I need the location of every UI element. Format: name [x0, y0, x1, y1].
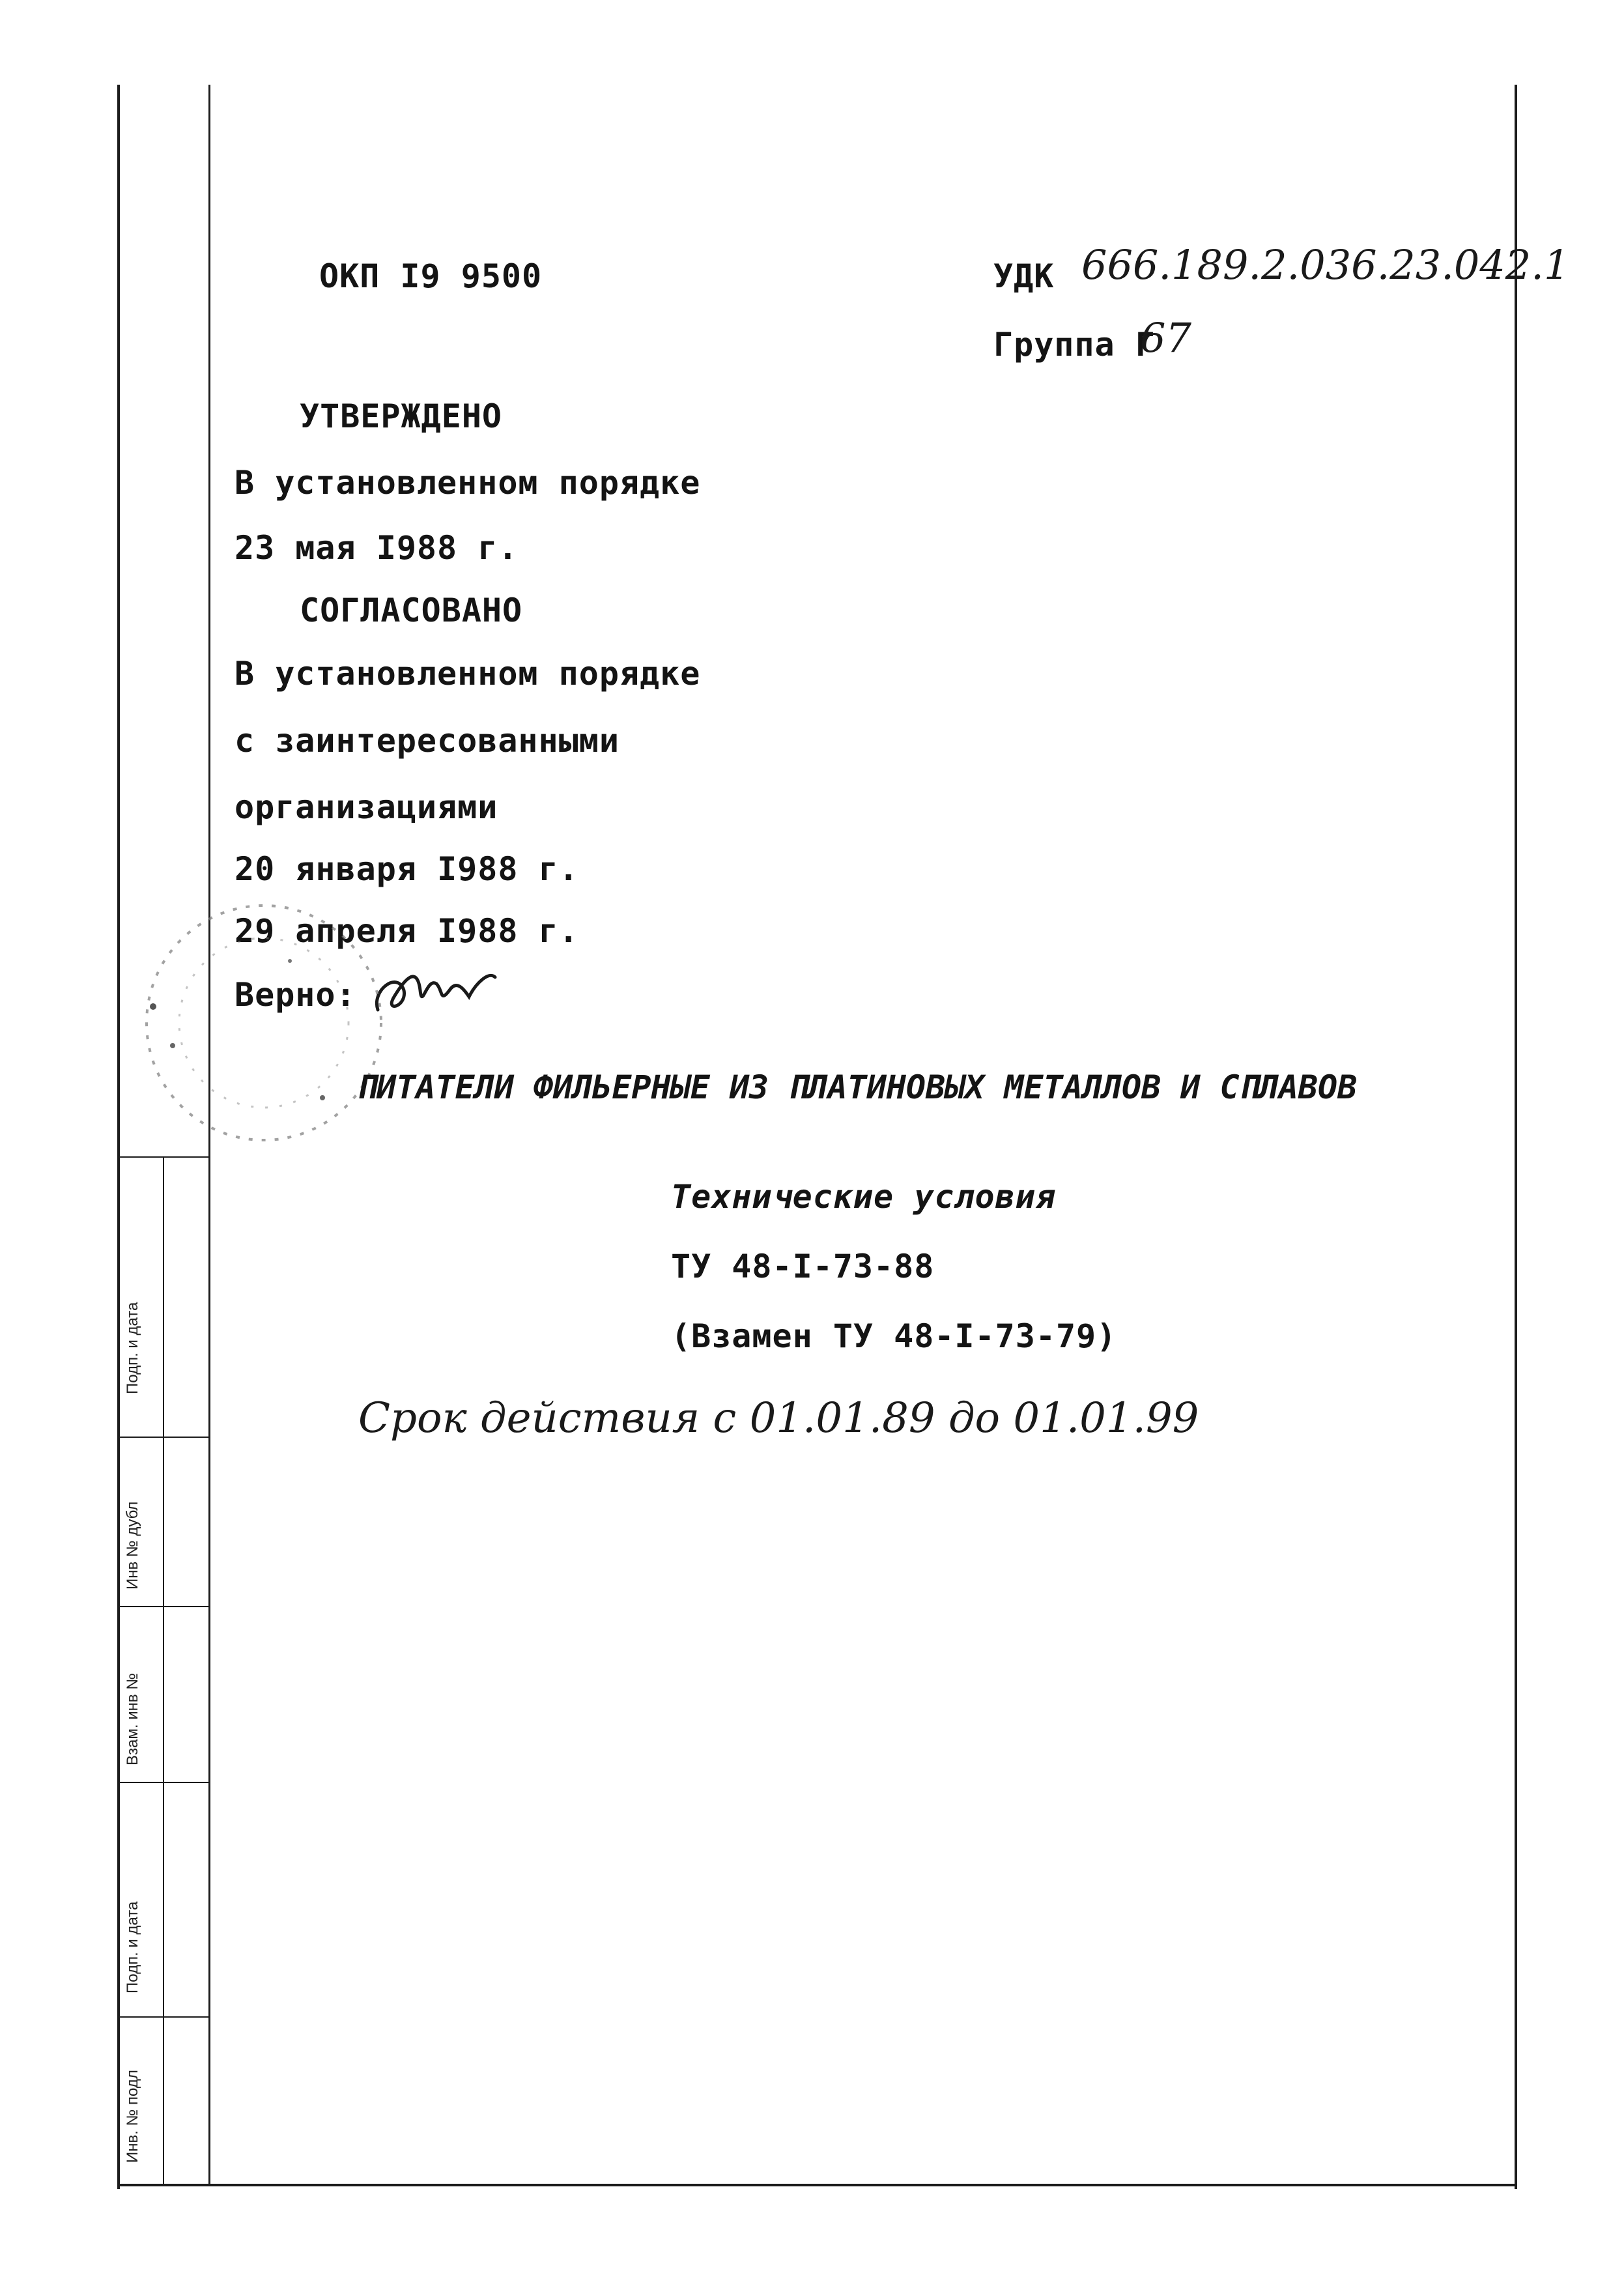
document-subtitle: Технические условия — [671, 1178, 1056, 1216]
udk-label: УДК — [993, 257, 1055, 295]
agreed-line-2: с заинтересованными — [235, 722, 620, 760]
validity-period: Срок действия с 01.01.89 до 01.01.99 — [358, 1394, 1199, 1442]
side-label-replacement-inventory: Взам. инв № — [124, 1672, 141, 1766]
approved-line: В установленном порядке — [235, 464, 701, 502]
side-label-original-inventory: Инв. № подл — [124, 2070, 141, 2163]
approved-heading: УТВЕРЖДЕНО — [300, 397, 503, 435]
seal-stamp-icon — [127, 876, 401, 1176]
side-label-duplicate-inventory: Инв № дубл — [124, 1501, 141, 1590]
side-label-signature-date-1: Подп. и дата — [124, 1302, 141, 1394]
udk-value: 666.189.2.036.23.042.1 — [1081, 241, 1570, 289]
document-code: ТУ 48-I-73-88 — [671, 1248, 935, 1285]
okp-code: ОКП I9 9500 — [319, 257, 543, 295]
agreed-date-2: 29 апреля I988 г. — [235, 912, 579, 950]
group-value: 67 — [1140, 314, 1191, 362]
document-title: ПИТАТЕЛИ ФИЛЬЕРНЫЕ ИЗ ПЛАТИНОВЫХ МЕТАЛЛОВ И СПЛАВОВ — [357, 1068, 1358, 1106]
document-replaces: (Взамен ТУ 48-I-73-79) — [671, 1317, 1117, 1355]
agreed-line-1: В установленном порядке — [235, 655, 701, 693]
side-label-signature-date-2: Подп. и дата — [124, 1901, 141, 1994]
agreed-date-1: 20 января I988 г. — [235, 850, 579, 888]
agreed-line-3: организациями — [235, 788, 498, 826]
group-label: Группа Г — [993, 326, 1156, 364]
approved-date: 23 мая I988 г. — [235, 529, 519, 567]
verified-label: Верно: — [235, 976, 356, 1014]
agreed-heading: СОГЛАСОВАНО — [300, 592, 523, 629]
